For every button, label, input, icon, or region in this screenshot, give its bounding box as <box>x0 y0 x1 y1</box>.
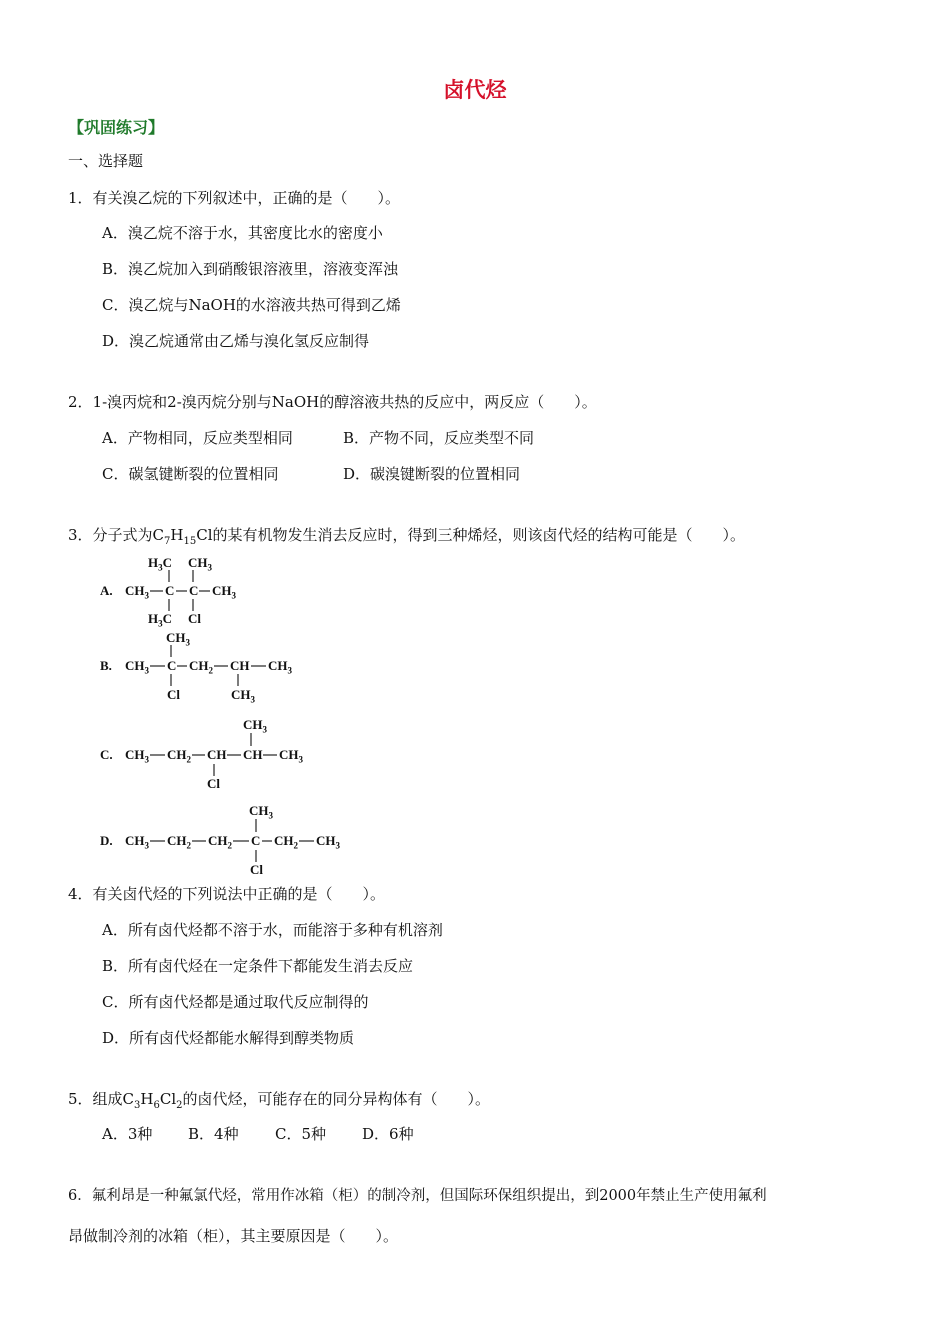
question-1-option-d: D．溴乙烷通常由乙烯与溴化氢反应制得 <box>102 332 370 350</box>
structure-c-ch3-left: $CH_3$ <box>125 747 149 765</box>
structure-c-ch-2: CH <box>243 747 263 762</box>
structure-c-cl: Cl <box>207 776 220 791</box>
structure-d-cl: Cl <box>250 862 263 877</box>
structure-b-cl: Cl <box>167 687 180 702</box>
part-heading: 一、选择题 <box>68 152 144 170</box>
question-2-option-b: B．产物不同，反应类型不同 <box>343 429 535 447</box>
structure-b-ch3-bottom: $CH_3$ <box>231 687 255 705</box>
section-heading: 【巩固练习】 <box>68 118 165 137</box>
structure-a-ch3-right: $CH_3$ <box>212 583 236 601</box>
question-4-option-b: B．所有卤代烃在一定条件下都能发生消去反应 <box>102 957 414 975</box>
structure-c-ch3-top: $CH_3$ <box>243 717 267 735</box>
structure-a-h3c-bottom: $H_3C$ <box>148 611 173 629</box>
structure-b-c: C <box>167 658 177 673</box>
question-5-option-a: A．3种 <box>102 1125 153 1143</box>
page-title: 卤代烃 <box>443 78 507 102</box>
structure-b-ch3-top: $CH_3$ <box>166 630 190 648</box>
structure-b-ch3-right: $CH_3$ <box>268 658 292 676</box>
structure-a-ch3-top: $CH_3$ <box>188 555 212 573</box>
question-3-stem: 3．分子式为$C_7H_{15}Cl$的某有机物发生消去反应时，得到三种烯烃，则该卤代烃的结构可能是（ ）。 <box>68 526 746 547</box>
structure-d-bonds <box>0 0 400 900</box>
structure-c-label: C. <box>100 747 113 762</box>
structure-d-ch2-3: $CH_2$ <box>274 833 298 851</box>
question-2-option-c: C．碳氢键断裂的位置相同 <box>102 465 279 483</box>
question-5-option-c: C．5种 <box>275 1125 327 1143</box>
structure-a-label: A. <box>100 583 113 598</box>
question-1-option-c: C．溴乙烷与NaOH的水溶液共热可得到乙烯 <box>102 296 401 314</box>
structure-d-ch3-top: $CH_3$ <box>249 803 273 821</box>
structure-d-label: D. <box>100 833 113 848</box>
structure-a-cl: Cl <box>188 611 201 626</box>
question-4-option-a: A．所有卤代烃都不溶于水，而能溶于多种有机溶剂 <box>102 921 443 939</box>
structure-a-c1: C <box>165 583 175 598</box>
structure-a-ch3-left: $CH_3$ <box>125 583 149 601</box>
question-4-option-d: D．所有卤代烃都能水解得到醇类物质 <box>102 1029 355 1047</box>
structure-b-ch3-left: $CH_3$ <box>125 658 149 676</box>
question-1-option-b: B．溴乙烷加入到硝酸银溶液里，溶液变浑浊 <box>102 260 399 278</box>
structure-c-ch-1: CH <box>207 747 227 762</box>
question-4-option-c: C．所有卤代烃都是通过取代反应制得的 <box>102 993 369 1011</box>
question-2-option-a: A．产物相同，反应类型相同 <box>102 429 293 447</box>
question-5-stem: 5．组成$C_3H_6Cl_2$的卤代烃，可能存在的同分异构体有（ ）。 <box>68 1090 491 1111</box>
structure-b-ch: CH <box>230 658 250 673</box>
structure-b-label: B. <box>100 658 112 673</box>
question-4-stem: 4．有关卤代烃的下列说法中正确的是（ ）。 <box>68 885 386 903</box>
structure-d-ch3-right: $CH_3$ <box>316 833 340 851</box>
question-2-stem: 2．1-溴丙烷和2-溴丙烷分别与NaOH的醇溶液共热的反应中，两反应（ ）。 <box>68 393 597 411</box>
structure-d-ch2-1: $CH_2$ <box>167 833 191 851</box>
structure-d-c: C <box>251 833 261 848</box>
structure-d-ch2-2: $CH_2$ <box>208 833 232 851</box>
question-5-option-d: D．6种 <box>362 1125 414 1143</box>
question-1-option-a: A．溴乙烷不溶于水，其密度比水的密度小 <box>102 224 383 242</box>
structure-b-ch2: $CH_2$ <box>189 658 213 676</box>
structure-a-c2: C <box>189 583 199 598</box>
structure-c-ch3-right: $CH_3$ <box>279 747 303 765</box>
structure-d-ch3-left: $CH_3$ <box>125 833 149 851</box>
question-6-stem-line-2: 昂做制冷剂的冰箱（柜），其主要原因是（ ）。 <box>68 1227 399 1245</box>
question-5-option-b: B．4种 <box>188 1125 239 1143</box>
structure-c-ch2: $CH_2$ <box>167 747 191 765</box>
question-6-stem-line-1: 6．氟利昂是一种氟氯代烃，常用作冰箱（柜）的制冷剂，但国际环保组织提出，到2000年禁止生产使用氟利 <box>68 1188 767 1204</box>
question-1-stem: 1．有关溴乙烷的下列叙述中，正确的是（ ）。 <box>68 189 401 207</box>
question-2-option-d: D．碳溴键断裂的位置相同 <box>343 465 521 483</box>
structure-a-h3c-top: $H_3C$ <box>148 555 173 573</box>
